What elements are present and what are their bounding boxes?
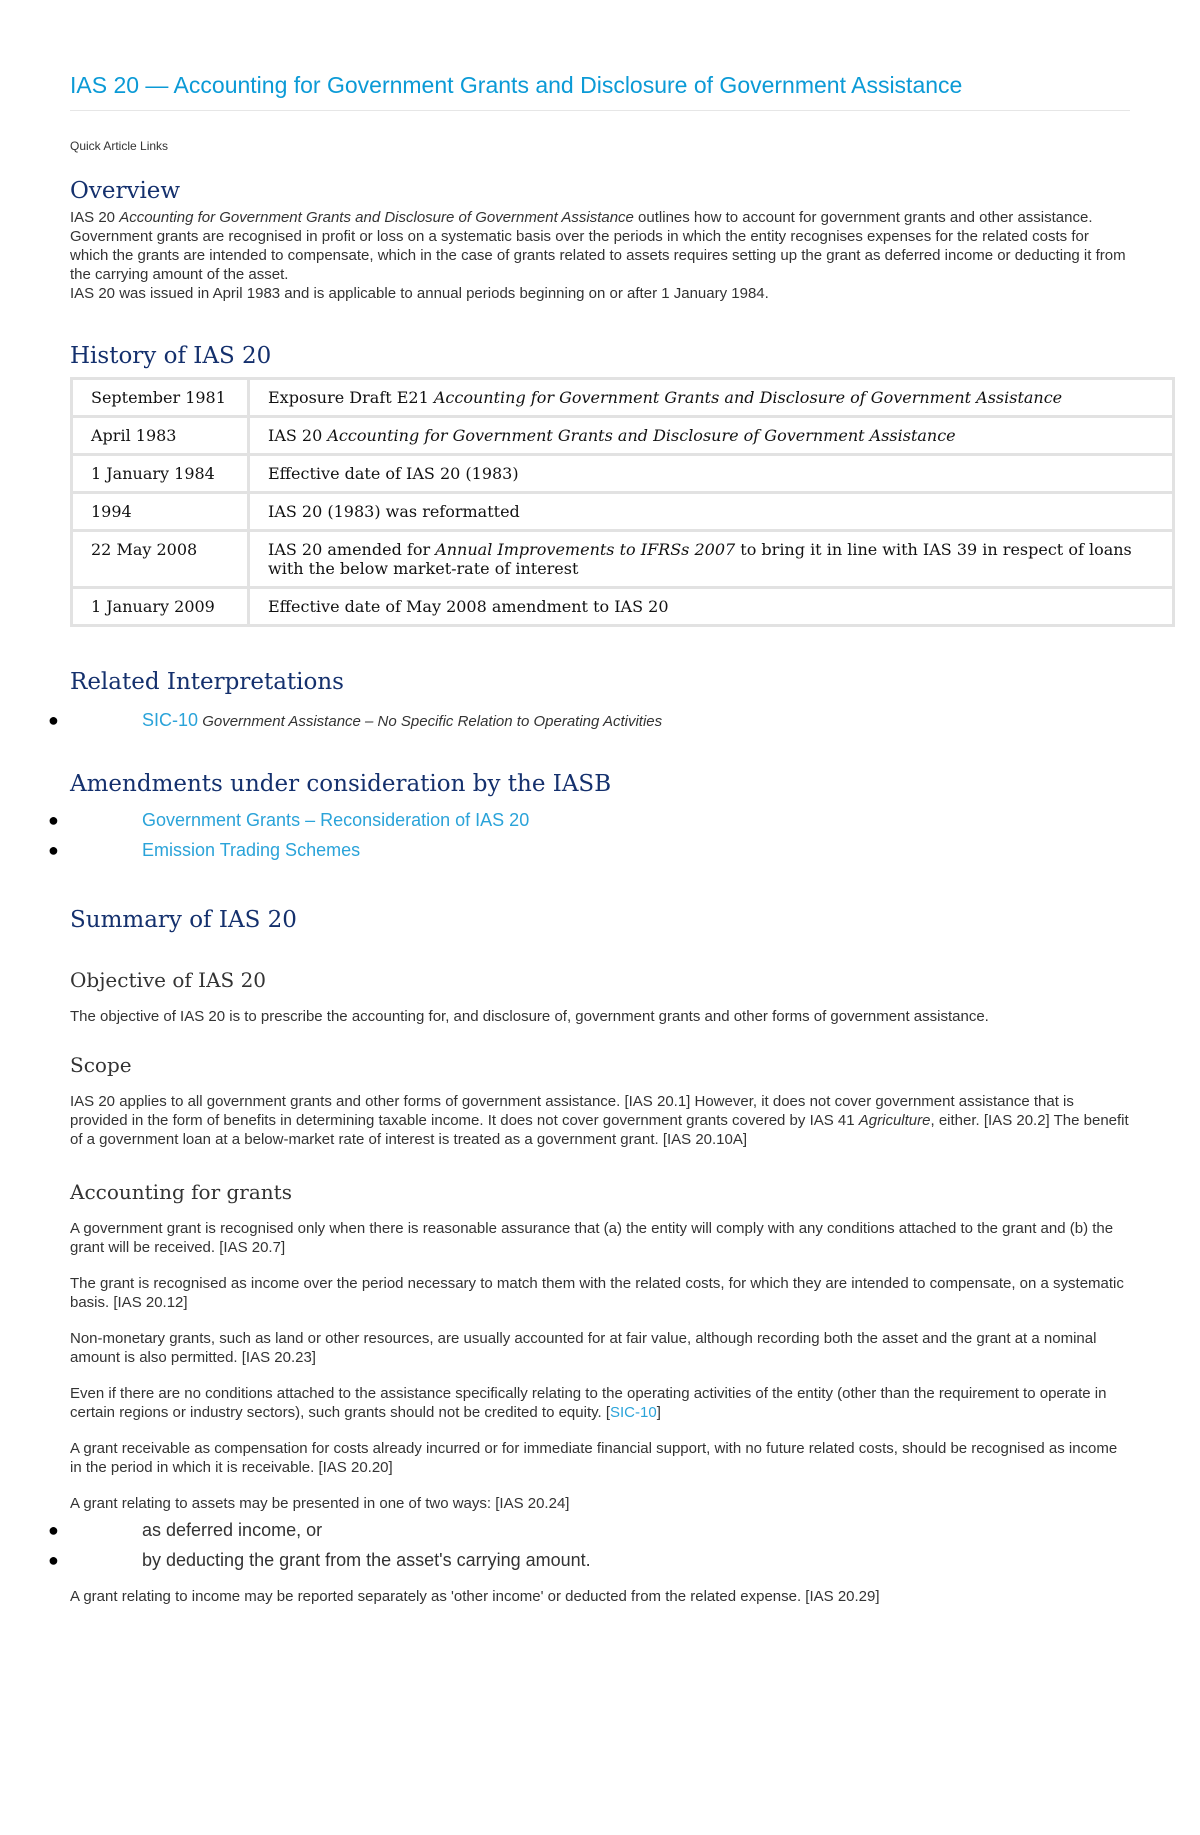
list-item [48, 705, 1130, 737]
history-event-text: IAS 20 [268, 426, 328, 445]
bullet-icon: ● [48, 1550, 59, 1570]
objective-text: The objective of IAS 20 is to prescribe the accounting for, and disclosure of, government grants and other forms of government assistance. [70, 1008, 989, 1025]
history-date-cell: April 1983 [72, 417, 249, 455]
history-heading: History of IAS 20 [70, 343, 272, 369]
history-event-cell [249, 417, 1174, 455]
scope-text-b: , either. [IAS 20.2] The benefit of a government loan at a below-market rate of interest is treated as a government grant. [IAS 20.10A] [70, 1112, 1129, 1148]
grants-paragraph-5: A grant receivable as compensation for costs already incurred or for immediate financial support, with no future related costs, should be recognised as income in the period in which it is receivable. [IAS 20.20] [70, 1440, 1118, 1476]
history-event-text: IAS 20 amended for [268, 540, 436, 559]
sic-10-title: Government Assistance – No Specific Relation to Operating Activities [198, 713, 663, 730]
table-row [72, 531, 1174, 588]
quick-article-links[interactable]: Quick Article Links [70, 139, 169, 153]
history-table [70, 377, 1175, 627]
summary-heading: Summary of IAS 20 [70, 907, 297, 933]
emission-trading-link[interactable]: Emission Trading Schemes [142, 840, 361, 860]
history-date-cell: 1994 [72, 493, 249, 531]
overview-text-b: outlines how to account for government grants and other assistance. Government grants are recognised in profit or loss on a systematic basis over the periods in which the entity recognises expenses for the related costs for which the grants are intended to compensate, which in the case of grants related to assets requires setting up the grant as deferred income or deducting it from the carrying amount of the asset. [70, 209, 1126, 283]
table-row [72, 379, 1174, 417]
history-event-cell [249, 379, 1174, 417]
title-divider [70, 110, 1130, 111]
table-row [72, 588, 1174, 626]
amendments-heading: Amendments under consideration by the IASB [70, 771, 612, 797]
history-event-text: Effective date of May 2008 amendment to IAS 20 [268, 597, 669, 616]
bullet-icon: ● [48, 710, 59, 730]
grants-paragraph-4 [70, 1384, 1130, 1422]
overview-heading: Overview [70, 178, 181, 204]
amendments-list [48, 805, 1130, 865]
asset-grant-presentation-list [48, 1515, 1130, 1575]
history-date-cell: 1 January 2009 [72, 588, 249, 626]
scope-heading: Scope [70, 1053, 132, 1077]
history-event-cell [249, 493, 1174, 531]
article [48, 0, 1132, 1606]
sic-10-link[interactable]: SIC-10 [142, 710, 199, 730]
history-event-italic: Annual Improvements to IFRSs 2007 [435, 540, 736, 559]
table-row [72, 417, 1174, 455]
sic-10-inline-link[interactable]: SIC-10 [610, 1404, 657, 1421]
scope-agriculture: Agriculture [858, 1112, 931, 1129]
grants-paragraph-1: A government grant is recognised only when there is reasonable assurance that (a) the entity will comply with any conditions attached to the grant and (b) the grant will be received. [IAS 20.7] [70, 1220, 1114, 1256]
objective-heading: Objective of IAS 20 [70, 968, 267, 992]
grants-paragraph-7: A grant relating to income may be reported separately as 'other income' or deducted from the related expense. [IAS 20.29] [70, 1588, 880, 1605]
history-event-italic: Accounting for Government Grants and Disclosure of Government Assistance [327, 426, 956, 445]
history-event-cell [249, 531, 1174, 588]
history-date-cell: September 1981 [72, 379, 249, 417]
history-event-tail: to bring it in line with IAS 39 in respect of loans with the below market-rate of interest [268, 540, 1132, 578]
page-title: IAS 20 — Accounting for Government Grants and Disclosure of Government Assistance [70, 72, 963, 98]
table-row [72, 455, 1174, 493]
history-event-text: Effective date of IAS 20 (1983) [268, 464, 519, 483]
history-event-cell [249, 455, 1174, 493]
scope-text [70, 1092, 1130, 1149]
history-event-text: Exposure Draft E21 [268, 388, 434, 407]
bullet-icon: ● [48, 840, 59, 860]
list-item [48, 835, 1130, 865]
overview-standard-title: Accounting for Government Grants and Disclosure of Government Assistance [119, 209, 634, 226]
related-interpretations-list [48, 705, 1130, 737]
history-date-cell: 1 January 1984 [72, 455, 249, 493]
history-event-italic: Accounting for Government Grants and Disclosure of Government Assistance [433, 388, 1063, 407]
scope-text-a: IAS 20 applies to all government grants and other forms of government assistance. [IAS 20.1] However, it does not cover government assistance that is provided in the form of benefits in determining taxable income. It does not cover government grants covered by IAS 41 [70, 1093, 1074, 1129]
bullet-icon: ● [48, 1520, 59, 1540]
grants-paragraph-3: Non-monetary grants, such as land or other resources, are usually accounted for at fair value, although recording both the asset and the grant at a nominal amount is also permitted. [IAS 20.23] [70, 1330, 1097, 1366]
accounting-for-grants-heading: Accounting for grants [70, 1180, 292, 1204]
overview-text-a: IAS 20 [70, 209, 120, 226]
list-item-text: by deducting the grant from the asset's carrying amount. [142, 1550, 591, 1570]
grants-paragraph-4-b: ] [656, 1404, 661, 1421]
overview-issued-paragraph: IAS 20 was issued in April 1983 and is applicable to annual periods beginning on or after 1 January 1984. [70, 285, 769, 302]
list-item-text: as deferred income, or [142, 1520, 323, 1540]
grants-paragraph-2: The grant is recognised as income over the period necessary to match them with the related costs, for which they are intended to compensate, on a systematic basis. [IAS 20.12] [70, 1275, 1124, 1311]
overview-paragraph [70, 208, 1130, 284]
list-item [48, 1545, 1130, 1575]
history-date-cell: 22 May 2008 [72, 531, 249, 588]
government-grants-link[interactable]: Government Grants – Reconsideration of IAS 20 [142, 810, 530, 830]
history-event-cell [249, 588, 1174, 626]
list-item [48, 1515, 1130, 1545]
bullet-icon: ● [48, 810, 59, 830]
list-item [48, 805, 1130, 835]
grants-paragraph-6: A grant relating to assets may be presented in one of two ways: [IAS 20.24] [70, 1495, 570, 1512]
table-row [72, 493, 1174, 531]
grants-paragraph-4-a: Even if there are no conditions attached to the assistance specifically relating to the operating activities of the entity (other than the requirement to operate in certain regions or industry sectors), such grants should not be credited to equity. [ [70, 1385, 1107, 1421]
related-interpretations-heading: Related Interpretations [70, 669, 344, 695]
history-event-text: IAS 20 (1983) was reformatted [268, 502, 520, 521]
